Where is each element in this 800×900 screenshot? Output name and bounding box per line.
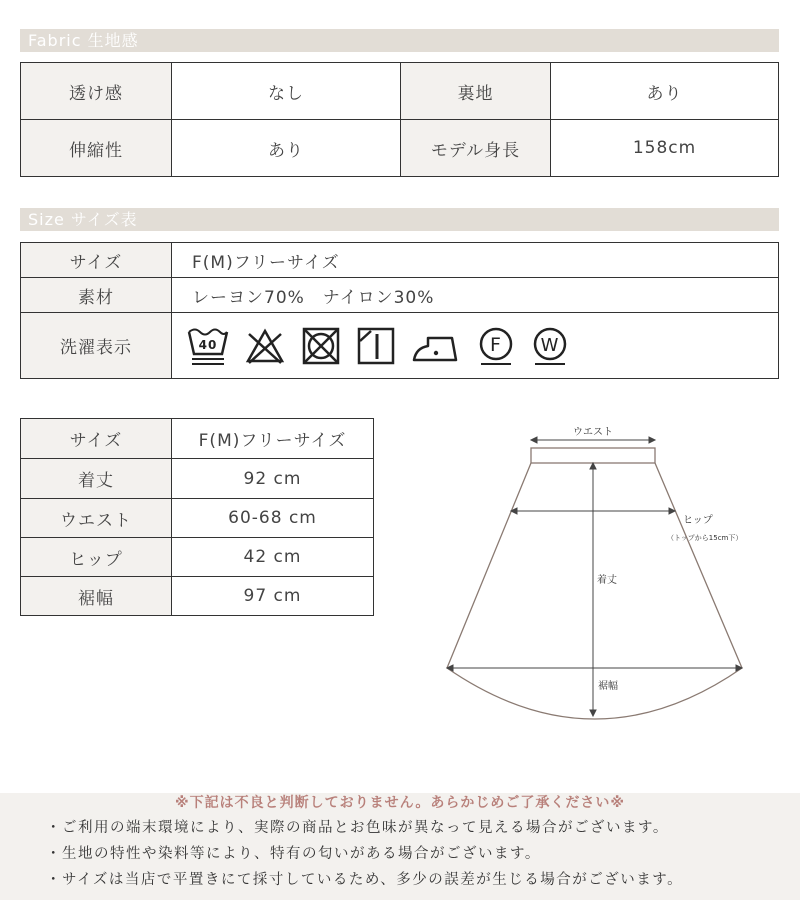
fabric-label: 透け感 [21,63,172,120]
measurement-row [21,538,374,577]
material-label: 素材 [21,278,172,313]
note-line: ・サイズは当店で平置きにて採寸しているため、多少の誤差が生じる場合がございます。 [46,872,684,888]
notes-panel [0,793,800,900]
fabric-label: 伸縮性 [21,120,172,177]
measurement-label: 裾幅 [21,577,172,616]
diagram-length-label: 着丈 [597,575,617,586]
measurement-header-row [21,419,374,459]
measurement-header-label: サイズ [21,419,172,459]
care-icons [172,326,778,366]
dryclean-f-icon [476,326,516,366]
diagram-hip-note: （トップから15cm下） [667,534,743,542]
fabric-value: 158cm [551,120,779,177]
measurement-value: 92 cm [172,459,374,499]
measurement-label: 着丈 [21,459,172,499]
no-bleach-icon [244,326,286,366]
fabric-section-heading: Fabric 生地感 [20,29,779,52]
fabric-value: あり [172,120,401,177]
fabric-row [21,120,779,177]
size-table [20,242,779,379]
fabric-label: モデル身長 [401,120,551,177]
measurement-value: 60-68 cm [172,499,374,538]
note-line: ・生地の特性や染料等により、特有の匂いがある場合がございます。 [46,846,541,862]
no-tumble-dry-icon [300,326,342,366]
measurement-value: 42 cm [172,538,374,577]
size-label: サイズ [21,243,172,278]
line-dry-icon [356,326,396,366]
dryclean-letter: F [490,333,502,356]
wetclean-w-icon [530,326,570,366]
care-icons-cell [172,313,779,379]
diagram-hem-label: 裾幅 [598,681,618,692]
fabric-label: 裏地 [401,63,551,120]
note-line: ・ご利用の端末環境により、実際の商品とお色味が異なって見える場合がございます。 [46,820,669,836]
fabric-value: あり [551,63,779,120]
wash-40-icon [186,326,230,366]
diagram-hip-label: ヒップ [683,515,713,526]
measurement-row [21,577,374,616]
material-value: レーヨン70% ナイロン30% [172,278,779,313]
notes-title: ※下記は不良と判断しておりません。あらかじめご了承ください※ [174,795,626,811]
wash-temperature: 40 [198,337,218,352]
measurement-row [21,499,374,538]
wetclean-letter: W [540,334,560,356]
size-value: F(M)フリーサイズ [172,243,779,278]
measurement-label: ウエスト [21,499,172,538]
care-row [21,313,779,379]
fabric-row [21,63,779,120]
size-section-heading: Size サイズ表 [20,208,779,231]
measurement-label: ヒップ [21,538,172,577]
skirt-diagram [420,415,760,725]
measurement-header-value: F(M)フリーサイズ [172,419,374,459]
measurement-row [21,459,374,499]
care-label: 洗濯表示 [21,313,172,379]
fabric-value: なし [172,63,401,120]
diagram-waist-label: ウエスト [573,427,613,438]
size-row [21,243,779,278]
measurement-value: 97 cm [172,577,374,616]
iron-low-icon [410,326,462,366]
material-row [21,278,779,313]
measurement-table [20,418,374,616]
fabric-table [20,62,779,177]
